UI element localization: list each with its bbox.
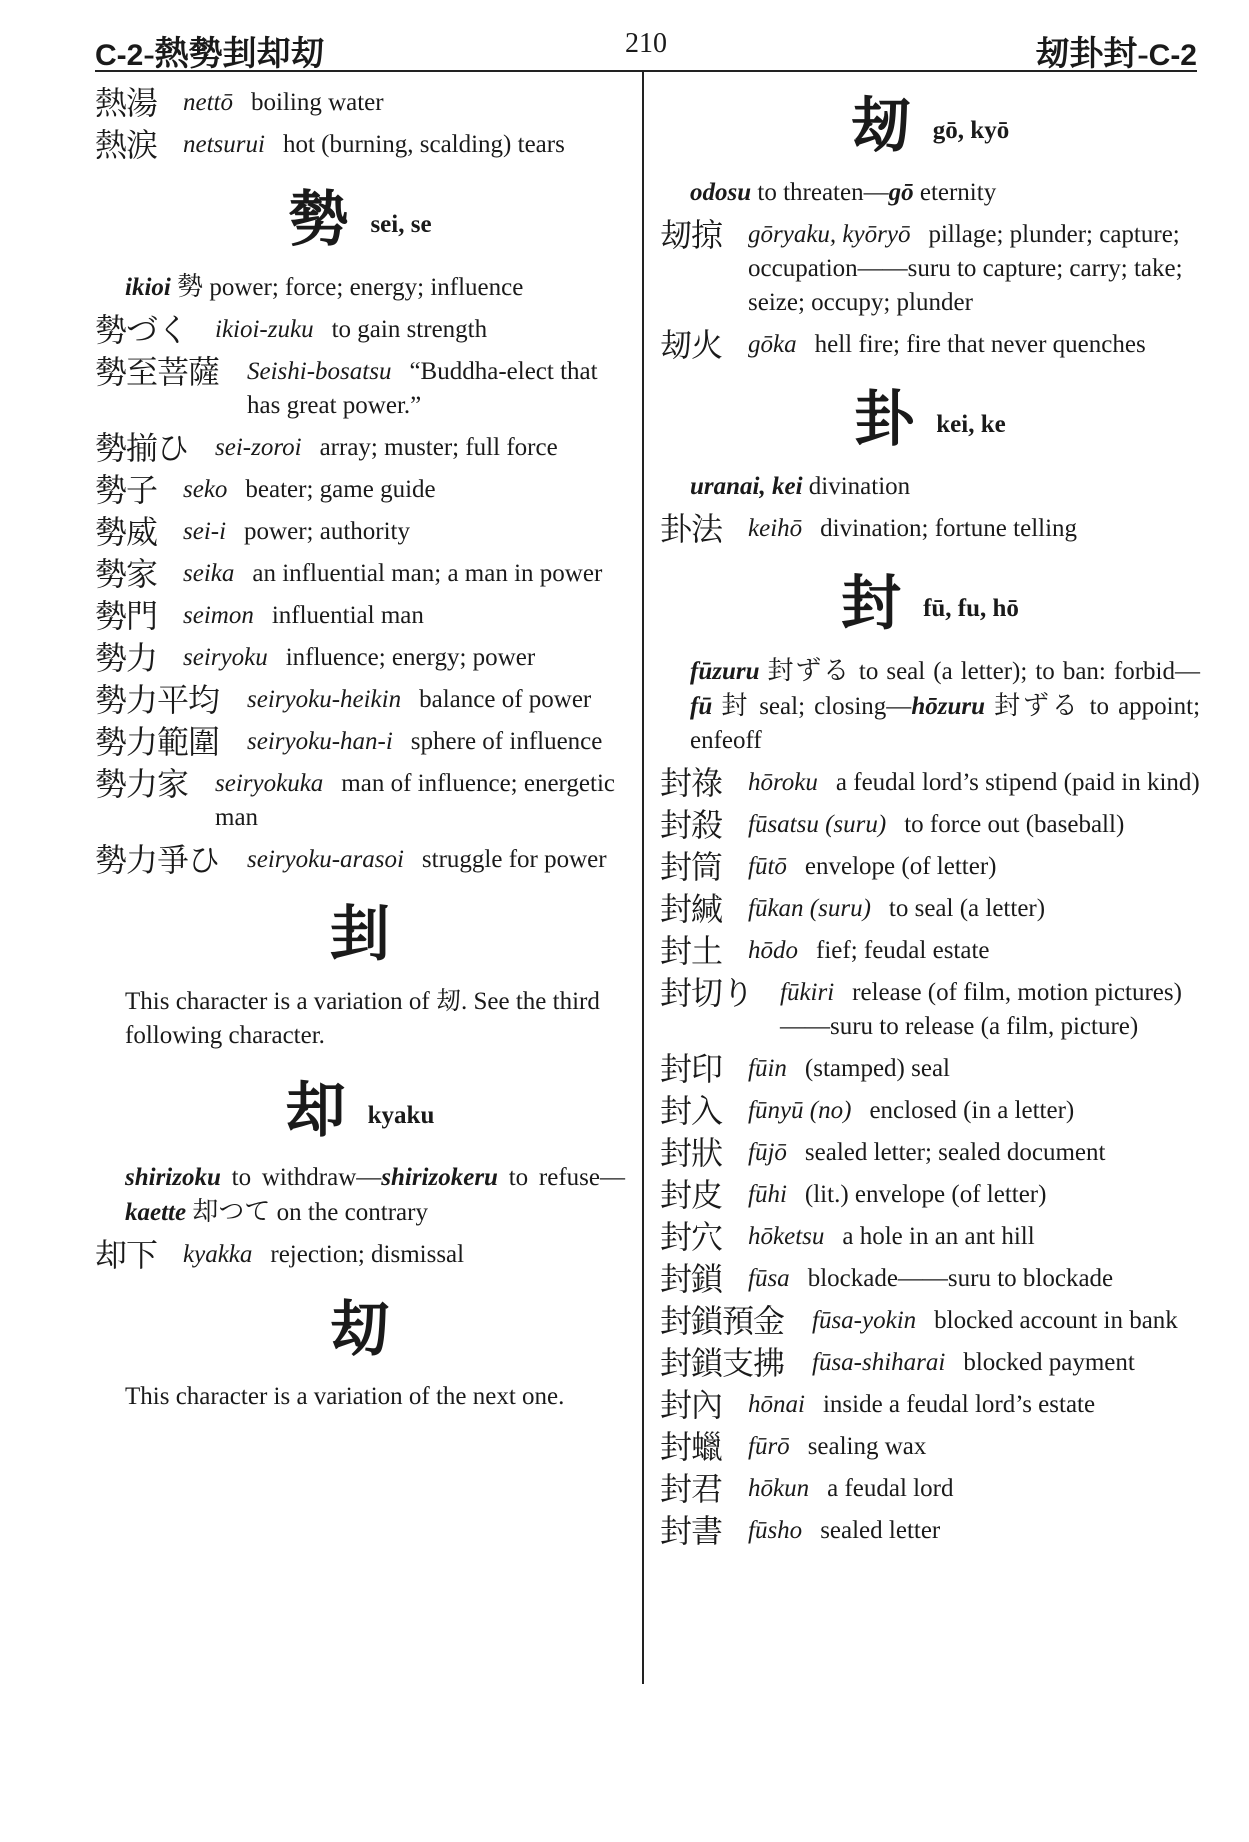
entry-body (660, 328, 1200, 362)
entry-meaning: array; muster; full force (319, 434, 558, 461)
dictionary-entry (95, 515, 625, 549)
definition-kyaku: shirizoku to withdraw—shirizokeru to refuse—kaette 却つて on the contrary (125, 1164, 625, 1226)
definition-sei: ikioi 勢 power; force; energy; influence (125, 272, 524, 301)
section-code-left: C-2 (95, 39, 144, 72)
entry-romaji: netsurui (183, 131, 265, 158)
dictionary-entry (660, 850, 1200, 884)
entry-body (660, 808, 1200, 842)
entry-romaji: seiryokuka (215, 770, 324, 797)
entry-kanji: 封緘 (660, 891, 723, 927)
entry-kanji: 封狀 (660, 1135, 723, 1171)
entry-romaji: hōketsu (748, 1223, 825, 1250)
dictionary-entry (660, 218, 1200, 320)
dictionary-entry (660, 1304, 1200, 1338)
dictionary-entry (95, 128, 625, 162)
entry-meaning: an influential man; a man in power (252, 560, 603, 587)
entry-kanji: 勢づく (95, 312, 189, 348)
headword-reading: sei, se (370, 211, 432, 238)
dictionary-entry (660, 934, 1200, 968)
headword-kanji: 卦 (854, 387, 915, 453)
variation-note-kai: This character is a variation of 刼. See the third following character. (125, 988, 600, 1049)
entry-body (95, 128, 625, 162)
definition-fu: fūzuru 封ずる to seal (a letter); to ban: forbid—fū 封 seal; closing—hōzuru 封ずる to appoint; enfeoff (690, 656, 1201, 754)
entry-romaji: sei-zoroi (215, 434, 302, 461)
dictionary-entry (95, 86, 625, 120)
entry-body (95, 557, 625, 591)
entry-body (95, 599, 625, 633)
entry-kanji: 封切り (660, 975, 754, 1011)
entry-body (660, 1094, 1200, 1128)
entry-kanji: 封穴 (660, 1219, 723, 1255)
entry-body (660, 1220, 1200, 1254)
entry-kanji: 刼火 (660, 327, 723, 363)
entry-romaji: seika (183, 560, 235, 587)
entry-kanji: 却下 (95, 1237, 158, 1273)
headword-go-variant (95, 1294, 625, 1366)
entry-meaning: (lit.) envelope (of letter) (804, 1181, 1047, 1208)
entry-kanji: 封內 (660, 1387, 723, 1423)
entry-romaji: fūkan (suru) (748, 895, 871, 922)
dictionary-entry (660, 892, 1200, 926)
section-code-right: C-2 (1148, 39, 1197, 72)
entry-body (95, 515, 625, 549)
entry-meaning: sphere of influence (410, 728, 603, 755)
dictionary-entry (95, 725, 625, 759)
entry-romaji: sei-i (183, 518, 227, 545)
dictionary-entry (660, 1262, 1200, 1296)
headword-sei (95, 184, 625, 256)
entry-meaning: sealed letter; sealed document (804, 1139, 1106, 1166)
entry-romaji: hōroku (748, 769, 818, 796)
entry-meaning: a feudal lord (827, 1475, 954, 1502)
entry-romaji: seiryoku (183, 644, 268, 671)
dictionary-entry (660, 1220, 1200, 1254)
entry-body (660, 512, 1200, 546)
headword-go (660, 90, 1200, 162)
entry-kanji: 勢至菩薩 (95, 354, 220, 390)
entry-body (660, 1262, 1200, 1296)
entry-body (660, 1472, 1200, 1506)
entry-meaning: enclosed (in a letter) (869, 1097, 1075, 1124)
headword-kanji: 刧 (330, 1297, 390, 1363)
definition-go: odosu to threaten—gō eternity (690, 179, 997, 206)
column-divider (642, 72, 644, 1684)
dictionary-entry (95, 767, 625, 835)
right-column (660, 86, 1200, 1556)
entry-body (660, 892, 1200, 926)
dictionary-entry (95, 355, 625, 423)
entry-kanji: 封鎖支拂 (660, 1345, 785, 1381)
headword-reading: kei, ke (936, 411, 1006, 438)
entry-body (95, 473, 625, 507)
header-kanji-right: 刼卦封 (1035, 36, 1138, 73)
left-column (95, 86, 625, 1422)
definition-kei: uranai, kei divination (690, 473, 911, 500)
entry-meaning: a hole in an ant hill (842, 1223, 1035, 1250)
entry-romaji: fūin (748, 1055, 787, 1082)
entry-romaji: fūsa (748, 1265, 790, 1292)
entry-romaji: fūkiri (780, 979, 835, 1006)
entry-romaji: keihō (748, 515, 803, 542)
header-left: C-2-熱勢刲却刧 (95, 36, 325, 73)
entry-romaji: seiryoku-han-i (247, 728, 393, 755)
dictionary-entry (660, 1178, 1200, 1212)
entry-body (660, 1388, 1200, 1422)
header-rule (95, 70, 1197, 72)
entry-meaning: a feudal lord’s stipend (paid in kind) (835, 769, 1200, 796)
headword-fu (660, 568, 1200, 640)
entry-kanji: 封筒 (660, 849, 723, 885)
entry-body (660, 766, 1200, 800)
entry-romaji: Seishi-bosatsu (247, 358, 392, 385)
entry-meaning: blocked payment (963, 1349, 1135, 1376)
entry-romaji: fūsho (748, 1517, 803, 1544)
dictionary-entry (660, 1472, 1200, 1506)
headword-kanji: 刲 (330, 902, 390, 968)
dictionary-entry (660, 1136, 1200, 1170)
dictionary-entry (95, 843, 625, 877)
header-kanji-left: 熱勢刲却刧 (154, 36, 325, 73)
dictionary-entry (95, 431, 625, 465)
dictionary-entry (660, 1094, 1200, 1128)
entry-romaji: nettō (183, 89, 233, 116)
headword-kai (95, 899, 625, 971)
headword-kanji: 封 (841, 571, 902, 637)
entry-meaning: release (of film, motion pictures)——suru to release (a film, picture) (780, 979, 1182, 1040)
entry-body (660, 1514, 1200, 1548)
entry-romaji: seiryoku-arasoi (247, 846, 404, 873)
entry-body (660, 218, 1200, 320)
entry-meaning: to seal (a letter) (888, 895, 1046, 922)
entry-meaning: boiling water (251, 89, 384, 116)
dictionary-entry (95, 313, 625, 347)
entry-meaning: sealed letter (820, 1517, 941, 1544)
dictionary-entry (660, 1388, 1200, 1422)
entry-meaning: influential man (271, 602, 424, 629)
dictionary-entry (95, 1238, 625, 1272)
entry-romaji: fūsa-shiharai (812, 1349, 946, 1376)
entry-romaji: kyakka (183, 1241, 253, 1268)
entry-kanji: 封土 (660, 933, 723, 969)
headword-reading: gō, kyō (932, 117, 1010, 144)
entry-romaji: fūrō (748, 1433, 790, 1460)
entry-romaji: ikioi-zuku (215, 316, 314, 343)
entry-meaning: beater; game guide (245, 476, 436, 503)
entry-romaji: seimon (183, 602, 254, 629)
dictionary-entry (95, 557, 625, 591)
entry-kanji: 熱湯 (95, 85, 158, 121)
dictionary-entry (95, 641, 625, 675)
entry-kanji: 封鎖 (660, 1261, 723, 1297)
entry-romaji: fūsatsu (suru) (748, 811, 887, 838)
entry-meaning: balance of power (419, 686, 592, 713)
entry-romaji: seko (183, 476, 228, 503)
headword-kyaku (95, 1075, 625, 1147)
headword-reading: fū, fu, hō (923, 595, 1019, 622)
entry-meaning: to gain strength (331, 316, 488, 343)
dictionary-entry (660, 1514, 1200, 1548)
dictionary-entry (660, 512, 1200, 546)
entry-kanji: 熱涙 (95, 127, 158, 163)
entry-kanji: 封君 (660, 1471, 723, 1507)
entry-romaji: seiryoku-heikin (247, 686, 402, 713)
entry-meaning: to force out (baseball) (904, 811, 1125, 838)
entry-kanji: 封皮 (660, 1177, 723, 1213)
entry-romaji: gōryaku, kyōryō (748, 221, 911, 248)
dictionary-entry (660, 976, 1200, 1044)
entry-meaning: divination; fortune telling (820, 515, 1078, 542)
entry-kanji: 封鎖預金 (660, 1303, 785, 1339)
dictionary-entry (660, 328, 1200, 362)
headword-kei (660, 384, 1200, 456)
entry-kanji: 勢力 (95, 640, 158, 676)
entry-kanji: 封入 (660, 1093, 723, 1129)
dictionary-entry (660, 766, 1200, 800)
entry-kanji: 勢揃ひ (95, 430, 189, 466)
entry-kanji: 封殺 (660, 807, 723, 843)
dictionary-entry (95, 473, 625, 507)
entry-kanji: 刼掠 (660, 217, 723, 253)
entry-kanji: 封印 (660, 1051, 723, 1087)
entry-romaji: fūtō (748, 853, 787, 880)
entry-kanji: 勢力平均 (95, 682, 220, 718)
headword-kanji: 却 (285, 1078, 346, 1144)
entry-kanji: 勢力家 (95, 766, 189, 802)
entry-kanji: 勢家 (95, 556, 158, 592)
entry-body (660, 850, 1200, 884)
entry-body (95, 1238, 625, 1272)
entry-kanji: 勢力範圍 (95, 724, 220, 760)
entry-romaji: gōka (748, 331, 797, 358)
entry-meaning: fief; feudal estate (816, 937, 990, 964)
dictionary-entry (660, 808, 1200, 842)
entry-meaning: inside a feudal lord’s estate (822, 1391, 1096, 1418)
entry-romaji: fūnyū (no) (748, 1097, 852, 1124)
entry-romaji: hōnai (748, 1391, 805, 1418)
entry-romaji: hōdo (748, 937, 798, 964)
entry-meaning: influence; energy; power (285, 644, 536, 671)
entry-body (660, 1052, 1200, 1086)
entry-kanji: 勢子 (95, 472, 158, 508)
entry-meaning: blockade——suru to blockade (807, 1265, 1114, 1292)
headword-reading: kyaku (367, 1102, 435, 1129)
entry-meaning: pillage; plunder; capture; occupation——suru to capture; carry; take; seize; occupy; plunder (748, 221, 1183, 316)
entry-meaning: “Buddha-elect that has great power.” (247, 358, 598, 419)
entry-kanji: 勢門 (95, 598, 158, 634)
entry-body (660, 1136, 1200, 1170)
entry-romaji: fūsa-yokin (812, 1307, 917, 1334)
dictionary-entry (95, 599, 625, 633)
entry-romaji: fūjō (748, 1139, 787, 1166)
entry-meaning: sealing wax (807, 1433, 927, 1460)
entry-meaning: man of influence; energetic man (215, 770, 616, 831)
page-number: 210 (625, 28, 667, 59)
entry-romaji: fūhi (748, 1181, 787, 1208)
entry-body (95, 86, 625, 120)
entry-kanji: 封書 (660, 1513, 723, 1549)
dictionary-entry (95, 683, 625, 717)
entry-kanji: 封蠟 (660, 1429, 723, 1465)
entry-meaning: struggle for power (421, 846, 607, 873)
entry-body (95, 641, 625, 675)
entry-kanji: 封祿 (660, 765, 723, 801)
variation-note-go: This character is a variation of the next one. (125, 1383, 565, 1410)
entry-meaning: (stamped) seal (804, 1055, 950, 1082)
entry-meaning: hell fire; fire that never quenches (814, 331, 1146, 358)
entry-romaji: hōkun (748, 1475, 810, 1502)
entry-body (660, 1178, 1200, 1212)
entry-meaning: blocked account in bank (934, 1307, 1178, 1334)
entry-kanji: 勢力爭ひ (95, 842, 220, 878)
headword-kanji: 刼 (850, 93, 911, 159)
dictionary-entry (660, 1052, 1200, 1086)
entry-meaning: rejection; dismissal (270, 1241, 465, 1268)
dictionary-entry (660, 1430, 1200, 1464)
entry-meaning: power; authority (244, 518, 410, 545)
entry-meaning: hot (burning, scalding) tears (282, 131, 565, 158)
entry-kanji: 勢威 (95, 514, 158, 550)
entry-body (660, 1430, 1200, 1464)
header-right: 刼卦封-C-2 (1035, 36, 1197, 73)
entry-kanji: 卦法 (660, 511, 723, 547)
dictionary-entry (660, 1346, 1200, 1380)
entry-body (660, 934, 1200, 968)
headword-kanji: 勢 (288, 187, 349, 253)
entry-meaning: envelope (of letter) (804, 853, 997, 880)
